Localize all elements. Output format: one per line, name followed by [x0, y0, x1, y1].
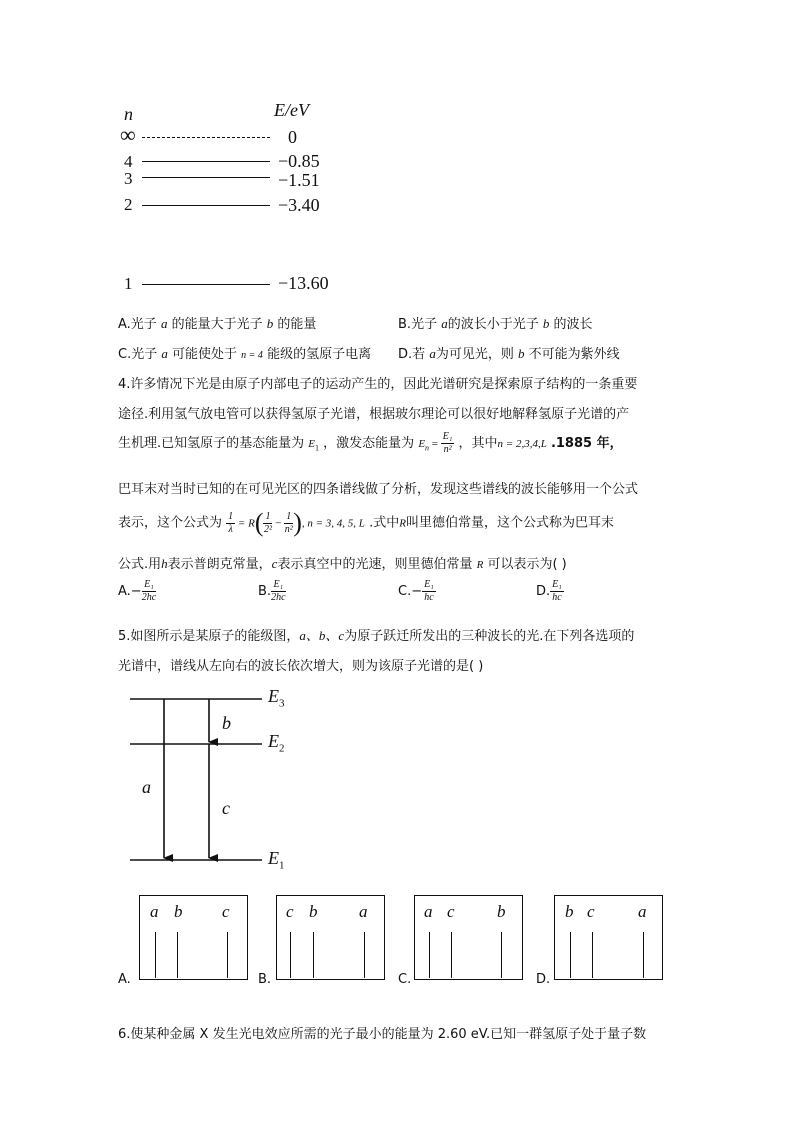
- e-subscript: 2: [279, 742, 285, 755]
- level-energy: −1.51: [278, 170, 320, 190]
- option-label: C.: [398, 972, 412, 987]
- q3-option-c[interactable]: [118, 343, 371, 362]
- arrow-a-label: a: [142, 777, 151, 797]
- n-range: , n = 3, 4, 5, L: [301, 517, 365, 530]
- option-text: 的能量大于光子: [171, 317, 263, 332]
- option-label: C.: [398, 584, 412, 599]
- h-symbol: h: [161, 556, 168, 571]
- q3-option-b[interactable]: [398, 313, 593, 332]
- line-label: a: [150, 902, 159, 921]
- q4-line-5: [118, 508, 614, 538]
- option-label: D.: [536, 584, 551, 599]
- r-symbol: R: [476, 559, 484, 571]
- line-label: c: [447, 902, 455, 921]
- q3-option-a[interactable]: [118, 313, 316, 332]
- text: 为原子跃迁所发出的三种波长的光.在下列各选项的: [344, 629, 635, 644]
- var-a: a: [161, 346, 168, 361]
- fraction-denominator: 2hc: [141, 592, 157, 603]
- q4-option-d[interactable]: [536, 580, 564, 603]
- e1-subscript: 1: [315, 443, 320, 453]
- e1-symbol: E: [308, 438, 316, 450]
- line-label: b: [497, 902, 506, 921]
- text: 生机理.已知氢原子的基态能量为: [118, 436, 305, 451]
- level-energy: −13.60: [278, 273, 329, 293]
- fraction-numerator: E₁: [442, 431, 453, 442]
- line-label: b: [309, 902, 318, 921]
- spectral-line: [643, 932, 644, 978]
- var-b: b: [517, 346, 525, 361]
- q4-line-6: [118, 553, 567, 572]
- fraction-denominator: n²: [284, 523, 293, 535]
- condition-n4: n = 4: [241, 350, 263, 361]
- option-label: B.: [398, 317, 412, 332]
- fraction-numerator: E₁: [552, 579, 562, 590]
- e2-label: [268, 731, 285, 755]
- spectral-line: [177, 932, 178, 978]
- option-fraction: [422, 580, 436, 603]
- option-text: 可能使处于: [172, 347, 238, 362]
- var-a: a: [441, 316, 448, 331]
- q4-line-1: 4.许多情况下光是由原子内部电子的运动产生的，因此光谱研究是探索原子结构的一条重要: [118, 377, 638, 392]
- text: 表示普朗克常量，: [167, 557, 272, 572]
- spectral-line: [227, 932, 228, 978]
- option-label: B.: [258, 584, 272, 599]
- option-label: D.: [398, 347, 413, 362]
- option-text: 光子: [411, 317, 438, 332]
- level-line-4: [142, 161, 270, 162]
- text: 表示真空中的光速，则里德伯常量: [277, 557, 473, 572]
- energy-header: E/eV: [274, 100, 309, 120]
- option-label: D.: [536, 972, 551, 987]
- fraction-denominator: hc: [424, 592, 434, 603]
- fraction-numerator: E₁: [271, 580, 285, 592]
- level-line-2: [142, 205, 270, 206]
- level-n-label: 2: [124, 195, 133, 214]
- e-subscript: 3: [279, 697, 285, 710]
- arrow-b-label: b: [222, 713, 231, 733]
- equals-r: = R: [235, 517, 255, 530]
- fraction-denominator: 2²: [263, 523, 272, 535]
- spectrum-box: [276, 895, 385, 980]
- level-line-1: [142, 284, 270, 285]
- spectral-line: [451, 932, 452, 978]
- option-sign: −: [130, 584, 142, 599]
- level-energy: 0: [288, 127, 297, 147]
- fraction-denominator: 2hc: [271, 592, 286, 603]
- en-fraction: [441, 432, 455, 455]
- level-n-label: ∞: [120, 122, 136, 147]
- level-n-label: 1: [124, 274, 133, 293]
- q4-option-b[interactable]: [258, 580, 286, 603]
- minus: −: [272, 517, 285, 530]
- line-label: a: [638, 902, 647, 921]
- option-text: 能级的氢原子电离: [267, 347, 372, 362]
- text: ，激发态能量为: [323, 436, 415, 451]
- option-sign: −: [411, 584, 423, 599]
- spectral-line: [501, 932, 502, 978]
- option-text: 光子: [131, 347, 158, 362]
- text: .式中: [369, 515, 400, 531]
- e3-label: [268, 686, 285, 710]
- fraction-numerator: E₁: [142, 580, 156, 592]
- option-text: 光子: [130, 317, 157, 332]
- fraction-numerator: 1: [265, 510, 271, 522]
- paren-open: (: [254, 508, 264, 537]
- fraction-denominator: λ: [228, 523, 233, 535]
- var-a: a: [160, 316, 168, 331]
- option-text: 为可见光，则: [435, 347, 514, 362]
- term2-fraction: [284, 512, 293, 535]
- text: 表示，这个公式为: [118, 515, 223, 531]
- e-symbol: E: [268, 731, 279, 751]
- option-label: A.: [118, 584, 131, 599]
- level-energy: −3.40: [278, 195, 320, 215]
- q4-option-a[interactable]: [118, 580, 156, 603]
- en-subscript: n: [425, 443, 430, 453]
- var-b: b: [542, 316, 550, 331]
- paren-close: ): [293, 508, 302, 537]
- option-text: 的波长: [553, 317, 593, 332]
- q4-line-2: 途径.利用氢气放电管可以获得氢原子光谱，根据玻尔理论可以很好地解释氢原子光谱的产: [118, 407, 630, 422]
- fraction-numerator: E₁: [424, 579, 434, 590]
- option-fraction: [550, 580, 564, 603]
- spectral-line: [364, 932, 365, 978]
- fraction-numerator: 1: [286, 510, 292, 522]
- line-label: c: [587, 902, 595, 921]
- text: 可以表示为( ): [487, 557, 567, 572]
- spectral-line: [313, 932, 314, 978]
- text: ，其中: [458, 436, 498, 451]
- fraction-denominator: hc: [552, 592, 562, 603]
- option-label: A.: [118, 972, 131, 987]
- q5-line-2: 光谱中，谱线从左向右的波长依次增大，则为该原子光谱的是( ): [118, 659, 484, 674]
- e-symbol: E: [268, 686, 279, 706]
- vars-abc: a、b、c: [299, 628, 345, 643]
- en-symbol: E: [418, 438, 426, 450]
- text: .1885 年，: [550, 436, 623, 451]
- c-symbol: c: [271, 556, 278, 571]
- r-symbol: R: [399, 517, 406, 530]
- var-a: a: [429, 346, 436, 361]
- option-text: 的能量: [277, 317, 317, 332]
- balmer-lhs-fraction: [226, 512, 235, 535]
- text: 公式.用: [118, 557, 162, 572]
- option-text: 的波长小于光子: [447, 317, 539, 332]
- option-text: 不可能为紫外线: [528, 347, 620, 362]
- spectral-line: [592, 932, 593, 978]
- q5-line-1: [118, 625, 634, 644]
- level-n-label: 4: [124, 152, 133, 171]
- line-label: a: [424, 902, 433, 921]
- n-list: n = 2,3,4,L: [497, 438, 547, 450]
- spectrum-box: [139, 895, 248, 980]
- option-label: A.: [118, 317, 131, 332]
- line-label: c: [222, 902, 230, 921]
- q4-line-3: [118, 432, 623, 455]
- q4-option-c[interactable]: [398, 580, 436, 603]
- var-b: b: [266, 316, 274, 331]
- option-text: 若: [412, 347, 426, 362]
- line-label: b: [174, 902, 183, 921]
- option-label: B.: [258, 972, 272, 987]
- line-label: b: [565, 902, 574, 921]
- option-fraction: [271, 580, 285, 603]
- option-fraction: [142, 580, 156, 603]
- e-symbol: E: [268, 848, 279, 868]
- line-label: c: [286, 902, 294, 921]
- fraction-denominator: n²: [443, 444, 452, 455]
- spectral-line: [429, 932, 430, 978]
- level-line-infinity: [142, 137, 270, 138]
- level-energy: −0.85: [278, 151, 320, 171]
- text: 叫里德伯常量，这个公式称为巴耳末: [405, 515, 614, 531]
- q6-line-1: 6.使某种金属 X 发生光电效应所需的光子最小的能量为 2.60 eV.已知一群氢原子处于量子数: [118, 1027, 647, 1042]
- equals: =: [429, 438, 441, 450]
- spectral-line: [570, 932, 571, 978]
- fraction-numerator: 1: [228, 510, 234, 522]
- text: 5.如图所示是某原子的能级图，: [118, 629, 300, 644]
- spectrum-box: [554, 895, 663, 980]
- e1-label: [268, 848, 285, 872]
- e-subscript: 1: [279, 859, 285, 872]
- spectrum-box: [414, 895, 523, 980]
- line-label: a: [359, 902, 368, 921]
- level-line-3: [142, 177, 270, 178]
- q3-option-d[interactable]: [398, 343, 620, 362]
- arrow-c-label: c: [222, 798, 230, 818]
- spectral-line: [290, 932, 291, 978]
- q4-line-4: 巴耳末对当时已知的在可见光区的四条谱线做了分析，发现这些谱线的波长能够用一个公式: [118, 482, 639, 497]
- option-label: C.: [118, 347, 132, 362]
- spectral-line: [155, 932, 156, 978]
- n-header: n: [124, 104, 133, 124]
- level-n-label: 3: [124, 169, 133, 188]
